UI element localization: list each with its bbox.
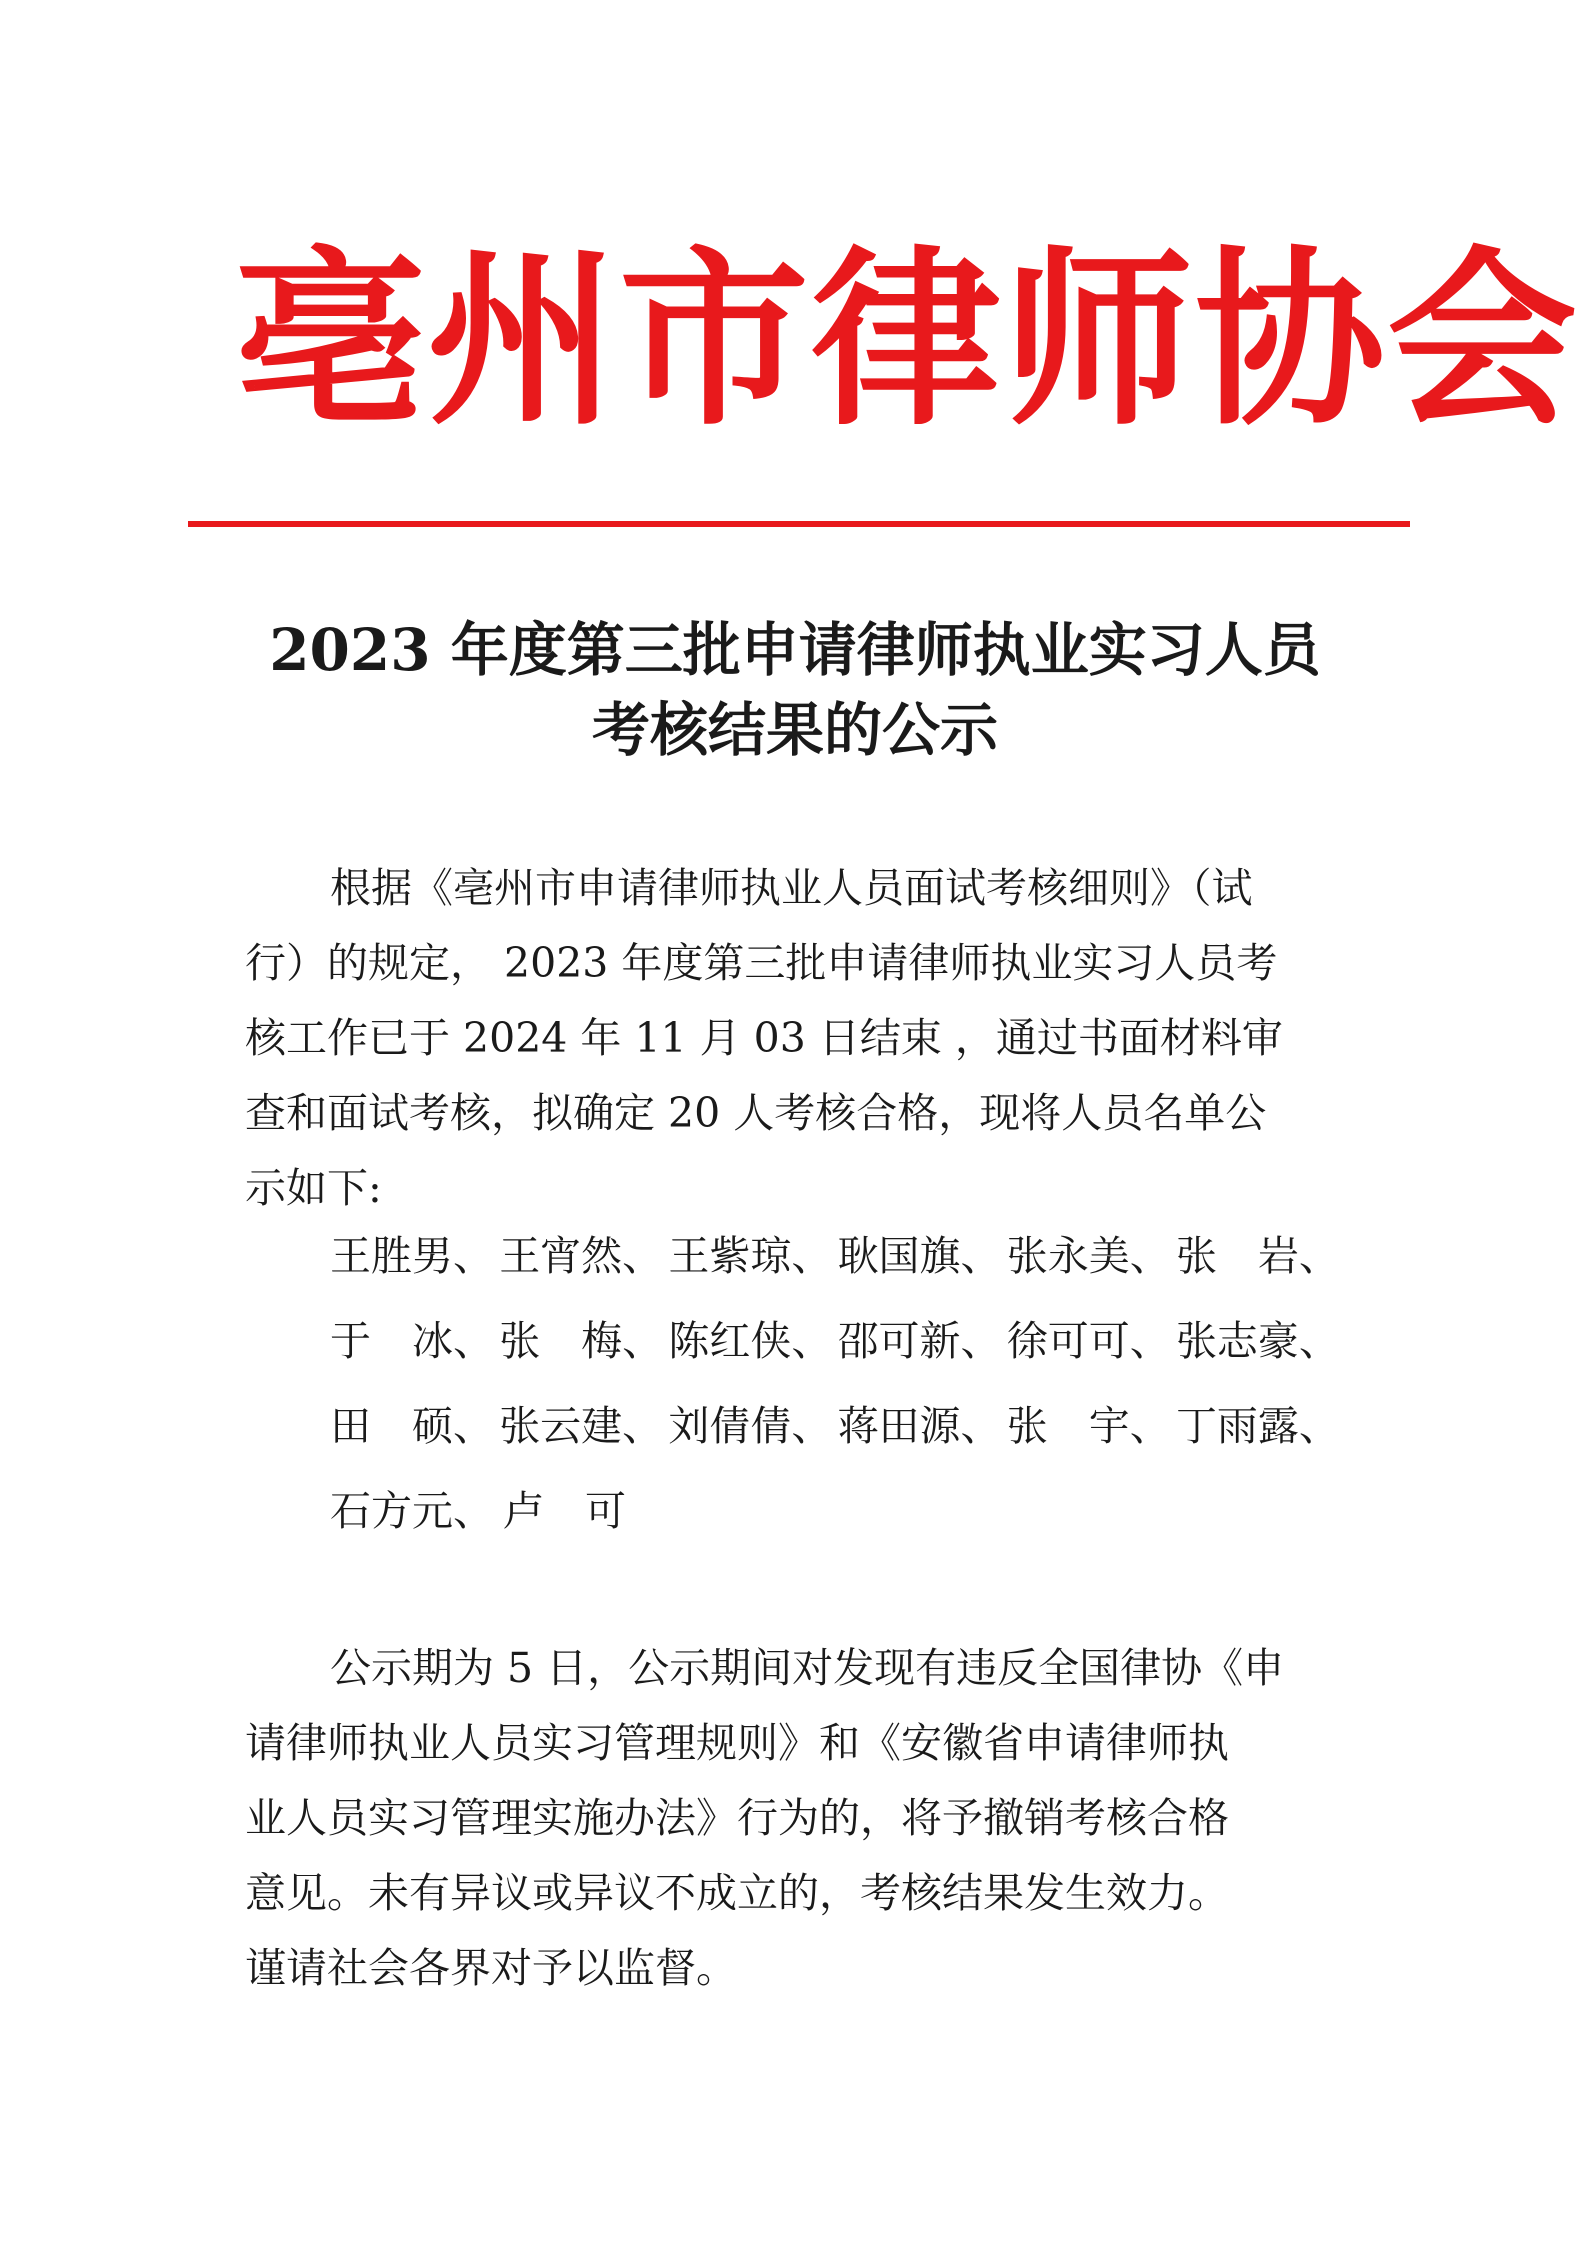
paragraph-1-line-2: 行）的规定， 2023 年度第三批申请律师执业实习人员考 [245,939,1278,987]
document-title-line-1: 2023 年度第三批申请律师执业实习人员 [269,616,1321,684]
name-entry: 张永美、 [1006,1232,1171,1280]
names-row-4 [330,1481,1340,1541]
names-row-3 [330,1396,1340,1456]
name-entry: 王胜男、 [330,1232,494,1280]
paragraph-1-line-1: 根据《亳州市申请律师执业人员面试考核细则》（试 [330,864,1253,912]
name-entry: 丁雨露、 [1175,1402,1340,1450]
name-entry: 张云建、 [499,1402,664,1450]
name-entry: 陈红侠、 [668,1317,833,1365]
paragraph-2-line-2: 请律师执业人员实习管理规则》和《安徽省申请律师执 [245,1719,1229,1767]
name-entry: 于 冰、 [330,1317,494,1365]
name-entry: 张志豪、 [1175,1317,1340,1365]
paragraph-2-line-3: 业人员实习管理实施办法》行为的，将予撤销考核合格 [245,1794,1229,1842]
name-entry: 徐可可、 [1006,1317,1171,1365]
name-entry: 王宵然、 [499,1232,664,1280]
paragraph-2-line-4: 意见。未有异议或异议不成立的，考核结果发生效力。 [245,1869,1229,1917]
name-entry: 卢 可 [503,1487,626,1535]
name-entry: 王紫琼、 [668,1232,833,1280]
name-entry: 田 硕、 [330,1402,494,1450]
document-title-line-2: 考核结果的公示 [591,696,998,764]
name-entry: 石方元、 [330,1487,494,1535]
names-row-2 [330,1311,1340,1371]
paragraph-2-line-1: 公示期为 5 日，公示期间对发现有违反全国律协《申 [330,1644,1285,1692]
org-header-title: 亳州市律师协会 [235,228,1580,451]
name-entry: 邵可新、 [837,1317,1002,1365]
name-entry: 蒋田源、 [837,1402,1002,1450]
paragraph-1-line-3: 核工作已于 2024 年 11 月 03 日结束 ，通过书面材料审 [245,1014,1283,1062]
name-entry: 张 梅、 [499,1317,664,1365]
names-row-1 [330,1226,1340,1286]
name-entry: 张 岩、 [1175,1232,1340,1280]
name-entry: 张 宇、 [1006,1402,1171,1450]
name-entry: 耿国旗、 [837,1232,1002,1280]
paragraph-2-line-5: 谨请社会各界对予以监督。 [245,1944,737,1992]
name-entry: 刘倩倩、 [668,1402,833,1450]
paragraph-1-line-5: 示如下: [245,1164,382,1212]
red-divider-line [188,521,1410,527]
paragraph-1-line-4: 查和面试考核，拟确定 20 人考核合格，现将人员名单公 [245,1089,1267,1137]
